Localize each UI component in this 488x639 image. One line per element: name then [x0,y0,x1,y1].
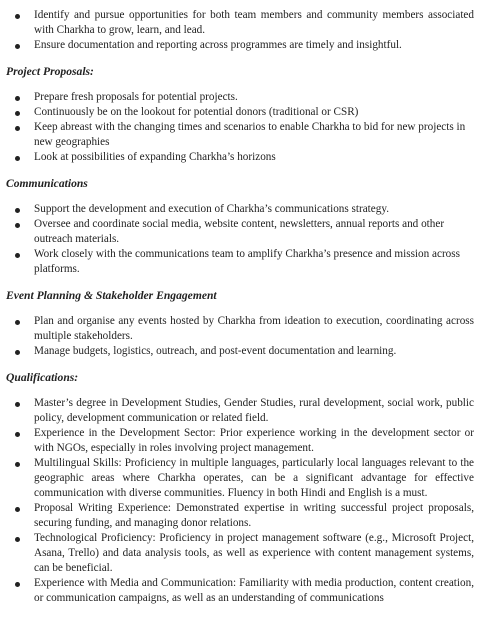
list-item: Technological Proficiency: Proficiency in project management software (e.g., Microsoft Project, Asana, Trello) and data analysis tools, as well as experience with content management systems, can be beneficial. [6,531,474,576]
list-item: Multilingual Skills: Proficiency in multiple languages, particularly local languages relevant to the geographic areas where Charkha operates, can be a significant advantage for effective communication with diverse communities. Fluency in both Hindi and English is a must. [6,456,474,501]
section-event-planning [6,288,474,359]
bullet-list [6,90,474,165]
bullet-list [6,396,474,606]
list-item: Master’s degree in Development Studies, Gender Studies, rural development, social work, public policy, development communication or related field. [6,396,474,426]
list-item: Proposal Writing Experience: Demonstrated expertise in writing successful project proposals, securing funding, and managing donor relations. [6,501,474,531]
section-heading: Qualifications: [6,371,79,384]
list-item: Support the development and execution of Charkha’s communications strategy. [6,202,474,217]
list-item: Prepare fresh proposals for potential projects. [6,90,474,105]
list-item: Identify and pursue opportunities for both team members and community members associated with Charkha to grow, learn, and lead. [6,8,474,38]
list-item: Continuously be on the lookout for potential donors (traditional or CSR) [6,105,474,120]
section-qualifications [6,370,474,606]
list-item: Oversee and coordinate social media, website content, newsletters, annual reports and other outreach materials. [6,217,474,247]
list-item: Experience in the Development Sector: Prior experience working in the development sector or with NGOs, especially in roles involving project management. [6,426,474,456]
list-item: Keep abreast with the changing times and scenarios to enable Charkha to bid for new projects in new geographies [6,120,474,150]
list-item: Work closely with the communications team to amplify Charkha’s presence and mission across platforms. [6,247,474,277]
list-item: Ensure documentation and reporting across programmes are timely and insightful. [6,38,474,53]
list-item: Manage budgets, logistics, outreach, and post-event documentation and learning. [6,344,474,359]
bullet-list [6,202,474,277]
intro-list [6,8,474,53]
section-heading: Project Proposals: [6,65,94,78]
list-item: Plan and organise any events hosted by Charkha from ideation to execution, coordinating across multiple stakeholders. [6,314,474,344]
section-heading: Communications [6,177,88,190]
section-project-proposals [6,64,474,165]
section-communications [6,176,474,277]
list-item: Look at possibilities of expanding Charkha’s horizons [6,150,474,165]
bullet-list [6,314,474,359]
section-heading: Event Planning & Stakeholder Engagement [6,289,217,302]
list-item: Experience with Media and Communication: Familiarity with media production, content creation, or communication campaigns, as well as an understanding of communications [6,576,474,606]
